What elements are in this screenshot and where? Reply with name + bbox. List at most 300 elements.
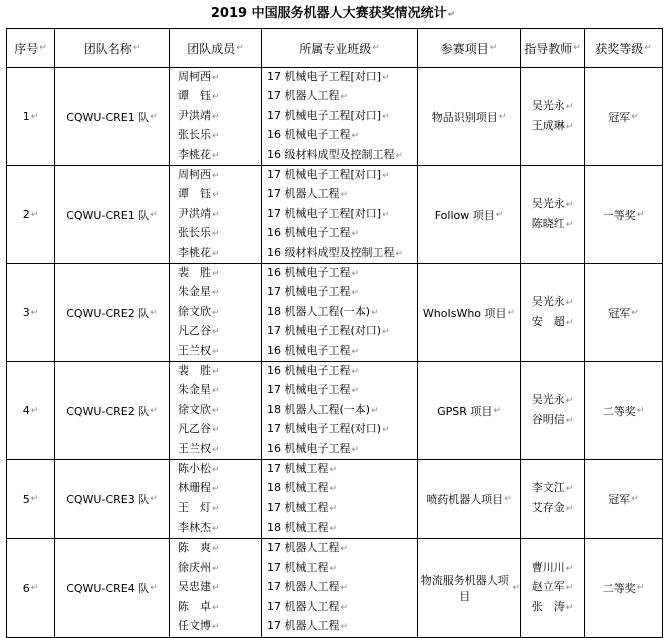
paragraph-mark-icon: ↵ [212,327,220,338]
team-name: CQWU-CRE1 队 [66,110,150,124]
award-level: 冠军 [608,493,631,506]
major-class-text: 16 级材料成型及控制工程 [267,245,395,259]
member-name [178,479,261,499]
paragraph-mark-icon: ↵ [493,405,501,416]
teacher-name [532,117,574,137]
teachers-cell [521,539,585,638]
teacher-name-text: 谷明信 [531,412,565,426]
member-name-text: 王 灯 [178,501,211,514]
member-name [178,107,261,127]
paragraph-mark-icon: ↵ [212,248,220,259]
member-name [178,224,261,244]
teacher-name [532,215,574,235]
header-cell: 序号 ↵ [7,29,55,68]
paragraph-mark-icon: ↵ [382,425,390,436]
row-number-cell [7,362,55,460]
member-name-text: 王兰权 [178,441,211,455]
paragraph-mark-icon: ↵ [512,583,520,593]
member-name-text: 陈小松 [178,461,211,475]
paragraph-mark-icon: ↵ [371,405,379,416]
paragraph-mark-icon: ↵ [565,219,574,230]
paragraph-mark-icon: ↵ [340,583,349,594]
major-class [267,224,417,244]
major-class-text: 17 机械工程 [267,461,329,475]
team-members-cell [170,460,262,539]
paragraph-mark-icon: ↵ [212,346,220,357]
paragraph-mark-icon: ↵ [565,395,574,406]
team-name: CQWU-CRE1 队 [66,208,150,222]
teacher-name [532,578,574,598]
teacher-name-text: 吴光永 [531,98,565,112]
major-class [267,362,417,381]
paragraph-mark-icon: ↵ [212,111,220,122]
paragraph-mark-icon: ↵ [340,602,349,613]
teacher-name [532,598,574,618]
paragraph-mark-icon: ↵ [565,101,574,112]
major-class [267,617,417,637]
award-level: 冠军 [608,306,631,320]
member-name [178,460,261,479]
member-name [178,598,261,618]
award-level: 一等奖 [602,208,636,222]
row-number-cell [7,460,55,539]
teacher-name-text: 吴光永 [531,392,565,406]
project-cell [418,264,521,362]
teacher-name [532,559,574,579]
teacher-name [532,195,574,215]
major-class-text: 17 机械电子工程 [267,383,351,397]
paragraph-mark-icon: ↵ [351,131,360,142]
member-name-text: 王兰权 [178,343,211,357]
paragraph-mark-icon: ↵ [212,209,220,220]
table-row [7,362,663,460]
major-class [267,126,417,146]
major-class-cell [262,264,418,362]
paragraph-mark-icon: ↵ [507,307,516,318]
paragraph-mark-icon: ↵ [329,484,338,495]
award-level: 二等奖 [602,582,636,595]
awards-table [6,28,663,638]
paragraph-mark-icon: ↵ [565,504,574,514]
teacher-name [532,293,574,313]
paragraph-mark-icon: ↵ [212,563,220,574]
major-class-text: 16 机械电子工程 [267,128,351,142]
teacher-name-text: 李文江 [531,481,565,495]
paragraph-mark-icon: ↵ [371,307,379,318]
paragraph-mark-icon: ↵ [212,504,220,514]
teacher-name-text: 张 涛 [531,599,565,613]
team-name: CQWU-CRE3 队 [66,493,150,506]
major-class-cell [262,166,418,264]
paragraph-mark-icon: ↵ [340,190,349,201]
member-name-text: 林珊程 [178,481,211,495]
member-name [178,166,261,185]
major-class [267,460,417,479]
paragraph-mark-icon: ↵ [30,405,39,416]
paragraph-mark-icon: ↵ [329,464,338,475]
paragraph-mark-icon: ↵ [212,366,220,377]
paragraph-mark-icon: ↵ [212,268,220,279]
row-number: 6 [22,581,30,595]
major-class-text: 18 机械工程 [267,481,329,495]
header-cell: 指导教师 ↵ [521,29,585,68]
paragraph-mark-icon: ↵ [150,583,158,593]
team-members-cell [170,68,262,166]
award-level: 二等奖 [602,404,636,418]
teacher-name-text: 吴光永 [531,294,565,308]
teachers-cell [521,362,585,460]
major-class-text: 18 机器人工程(一本) [267,402,371,416]
team-name: CQWU-CRE2 队 [66,404,150,418]
team-members-cell [170,539,262,638]
paragraph-mark-icon: ↵ [212,622,220,633]
paragraph-mark-icon: ↵ [212,444,220,455]
major-class-cell [262,539,418,638]
major-class-text: 16 机械电子工程 [267,441,351,455]
paragraph-mark-icon: ↵ [395,248,404,259]
paragraph-mark-icon: ↵ [351,444,360,455]
member-name-text: 尹洪靖 [178,206,211,220]
paragraph-mark-icon: ↵ [212,583,220,594]
member-name [178,185,261,205]
major-class-text: 17 机器人工程 [267,187,340,201]
team-name-cell [55,539,170,638]
paragraph-mark-icon: ↵ [565,297,574,308]
member-name-text: 凡乙谷 [178,422,211,436]
paragraph-mark-icon: ↵ [30,307,39,318]
team-members-cell [170,362,262,460]
paragraph-mark-icon: ↵ [30,209,39,220]
paragraph-mark-icon: ↵ [495,209,504,220]
member-name-text: 朱金星 [178,285,211,299]
member-name-text: 徐文欣 [178,402,211,416]
member-name-text: 周柯西 [178,167,211,181]
major-class-cell [262,460,418,539]
major-class [267,205,417,225]
paragraph-mark-icon: ↵ [212,602,220,613]
row-number-cell [7,166,55,264]
project-cell [418,166,521,264]
member-name [178,440,261,460]
paragraph-mark-icon: ↵ [565,121,574,132]
project-cell [418,68,521,166]
member-name-text: 李桃花 [178,245,211,259]
member-name-text: 谭 钰 [178,89,211,103]
team-name-cell [55,166,170,264]
paragraph-mark-icon: ↵ [382,209,390,220]
major-class [267,166,417,185]
paragraph-mark-icon: ↵ [382,72,390,83]
paragraph-mark-icon: ↵ [565,317,574,328]
paragraph-mark-icon: ↵ [212,544,220,555]
teacher-name [532,479,574,499]
member-name [178,322,261,342]
major-class-text: 17 机器人工程 [267,89,340,103]
paragraph-mark-icon: ↵ [351,386,360,397]
major-class-text: 17 机械电子工程[对口] [267,206,382,220]
major-class [267,146,417,166]
paragraph-mark-icon: ↵ [565,563,574,574]
member-name-text: 李桃花 [178,147,211,161]
major-class-text: 17 机械工程 [267,501,329,514]
paragraph-mark-icon: ↵ [340,622,349,633]
row-number-cell [7,264,55,362]
major-class-text: 17 机械电子工程(对口) [267,422,382,436]
teacher-name-text: 安 超 [531,314,565,328]
major-class [267,107,417,127]
paragraph-mark-icon: ↵ [212,425,220,436]
member-name [178,559,261,579]
member-name-text: 徐文欣 [178,304,211,318]
member-name [178,244,261,264]
table-row [7,166,663,264]
major-class [267,244,417,264]
major-class-text: 17 机器人工程 [267,599,340,613]
member-name [178,519,261,539]
paragraph-mark-icon: ↵ [351,346,360,357]
team-name-cell [55,362,170,460]
header-cell: 参赛项目 ↵ [418,29,521,68]
teacher-name-text: 吴光永 [531,196,565,210]
table-row [7,68,663,166]
major-class [267,578,417,598]
paragraph-mark-icon: ↵ [636,405,645,416]
paragraph-mark-icon: ↵ [631,307,639,318]
major-class-cell [262,362,418,460]
row-number-cell [7,68,55,166]
major-class-text: 16 机械电子工程 [267,343,351,357]
row-number: 4 [22,404,30,417]
major-class-text: 18 机器人工程(一本) [267,304,371,318]
member-name-text: 任文博 [178,619,211,633]
paragraph-mark-icon: ↵ [351,268,360,279]
paragraph-mark-icon: ↵ [212,405,220,416]
paragraph-mark-icon: ↵ [351,288,360,299]
row-number: 2 [22,208,30,221]
major-class [267,68,417,87]
major-class [267,303,417,323]
teacher-name [532,313,574,333]
paragraph-mark-icon: ↵ [636,209,645,220]
teachers-cell [521,68,585,166]
member-name [178,283,261,303]
major-class-text: 17 机械工程 [267,560,329,574]
table-title: 2019 中国服务机器人大赛获奖情况统计↵ [210,6,456,21]
member-name-text: 李林杰 [178,520,211,534]
award-cell [585,264,663,362]
project-name: 喷药机器人项目 [426,493,504,506]
member-name-text: 尹洪靖 [178,108,211,122]
major-class [267,342,417,362]
paragraph-mark-icon: ↵ [212,131,220,142]
member-name-text: 张长乐 [178,128,211,142]
team-name-cell [55,264,170,362]
paragraph-mark-icon: ↵ [351,229,360,240]
teacher-name [532,391,574,411]
project-cell [418,460,521,539]
team-name-cell [55,460,170,539]
team-name: CQWU-CRE4 队 [66,582,150,595]
member-name-text: 吴忠建 [178,580,211,594]
row-number: 5 [22,492,30,506]
member-name-text: 裴 胜 [178,363,211,377]
major-class-cell [262,68,418,166]
member-name [178,342,261,362]
paragraph-mark-icon: ↵ [329,504,338,514]
major-class-text: 16 级材料成型及控制工程 [267,147,395,161]
major-class [267,420,417,440]
paragraph-mark-icon: ↵ [382,170,390,181]
member-name-text: 谭 钰 [178,187,211,201]
paragraph-mark-icon: ↵ [382,327,390,338]
team-name: CQWU-CRE2 队 [66,306,150,320]
member-name-text: 张长乐 [178,226,211,240]
paragraph-mark-icon: ↵ [382,111,390,122]
project-name: Follow 项目 [434,208,495,222]
teacher-name-text: 赵立军 [531,580,565,594]
major-class-text: 17 机器人工程 [267,541,340,555]
major-class [267,283,417,303]
award-level: 冠军 [608,110,631,124]
member-name [178,420,261,440]
paragraph-mark-icon: ↵ [340,544,349,555]
member-name [178,126,261,146]
award-cell [585,362,663,460]
major-class [267,185,417,205]
teacher-name-text: 王成琳 [531,118,565,132]
member-name-text: 裴 胜 [178,265,211,279]
paragraph-mark-icon: ↵ [395,150,404,161]
project-name: 物品识别项目 [431,110,498,124]
header-cell: 团队成员 ↵ [170,29,262,68]
table-row [7,264,663,362]
member-name-text: 陈 爽 [178,541,211,555]
major-class-text: 17 机械电子工程[对口] [267,167,382,181]
paragraph-mark-icon: ↵ [565,484,574,495]
major-class [267,264,417,283]
teachers-cell [521,264,585,362]
paragraph-mark-icon: ↵ [329,523,338,534]
major-class-text: 16 机械电子工程 [267,363,351,377]
project-name: WhoIsWho 项目 [422,306,507,320]
paragraph-mark-icon: ↵ [565,199,574,210]
major-class [267,322,417,342]
header-cell: 所属专业班级 ↵ [262,29,418,68]
member-name-text: 徐庆州 [178,560,211,574]
paragraph-mark-icon: ↵ [212,523,220,534]
award-cell [585,166,663,264]
teacher-name [532,411,574,431]
team-members-cell [170,264,262,362]
major-class [267,519,417,539]
paragraph-mark-icon: ↵ [212,150,220,161]
member-name [178,264,261,283]
award-cell [585,539,663,638]
teacher-name-text: 曹川川 [531,560,565,574]
row-number: 3 [22,306,30,319]
major-class [267,87,417,107]
project-name: 物流服务机器人项目 [420,574,509,603]
paragraph-mark-icon: ↵ [351,366,360,377]
paragraph-mark-icon: ↵ [30,494,39,504]
member-name [178,499,261,519]
row-number-cell [7,539,55,638]
major-class-text: 16 机械电子工程 [267,226,351,240]
major-class [267,381,417,401]
paragraph-mark-icon: ↵ [150,111,158,122]
paragraph-mark-icon: ↵ [212,307,220,318]
paragraph-mark-icon: ↵ [631,111,639,122]
table-row [7,539,663,638]
paragraph-mark-icon: ↵ [504,494,512,504]
paragraph-mark-icon: ↵ [565,583,574,594]
major-class-text: 16 机械电子工程 [267,265,351,279]
member-name [178,539,261,559]
paragraph-mark-icon: ↵ [212,464,220,475]
member-name [178,87,261,107]
major-class-text: 18 机械工程 [267,520,329,534]
paragraph-mark-icon: ↵ [30,583,39,593]
major-class [267,440,417,460]
paragraph-mark-icon: ↵ [212,190,220,201]
row-number: 1 [22,110,30,123]
major-class-text: 17 机械电子工程[对口] [267,69,382,83]
member-name-text: 陈 卓 [178,599,211,613]
member-name [178,362,261,381]
paragraph-mark-icon: ↵ [150,209,158,220]
paragraph-mark-icon: ↵ [212,229,220,240]
paragraph-mark-icon: ↵ [565,415,574,426]
major-class-text: 17 机器人工程 [267,580,340,594]
major-class [267,499,417,519]
paragraph-mark-icon: ↵ [212,288,220,299]
paragraph-mark-icon: ↵ [340,92,349,103]
member-name [178,146,261,166]
header-row [7,29,663,68]
award-cell [585,68,663,166]
member-name-text: 周柯西 [178,69,211,83]
project-name: GPSR 项目 [437,404,493,418]
member-name [178,381,261,401]
project-cell [418,362,521,460]
paragraph-mark-icon: ↵ [565,602,574,613]
paragraph-mark-icon: ↵ [498,111,507,122]
project-cell [418,539,521,638]
member-name-text: 凡乙谷 [178,324,211,338]
paragraph-mark-icon: ↵ [212,484,220,495]
paragraph-mark-icon: ↵ [150,307,158,318]
paragraph-mark-icon: ↵ [150,494,158,504]
teacher-name-text: 陈晓红 [531,216,565,230]
teacher-name [532,97,574,117]
member-name [178,578,261,598]
major-class-text: 17 机器人工程 [267,619,340,633]
team-members-cell [170,166,262,264]
member-name-text: 朱金星 [178,383,211,397]
major-class [267,479,417,499]
table-row [7,460,663,539]
teachers-cell [521,166,585,264]
paragraph-mark-icon: ↵ [212,72,220,83]
teacher-name [532,499,574,519]
paragraph-mark-icon: ↵ [631,494,639,504]
table-body [7,68,663,638]
major-class [267,598,417,618]
member-name [178,68,261,87]
major-class-text: 17 机械电子工程 [267,285,351,299]
paragraph-mark-icon: ↵ [212,170,220,181]
header-cell: 获奖等级 ↵ [585,29,663,68]
